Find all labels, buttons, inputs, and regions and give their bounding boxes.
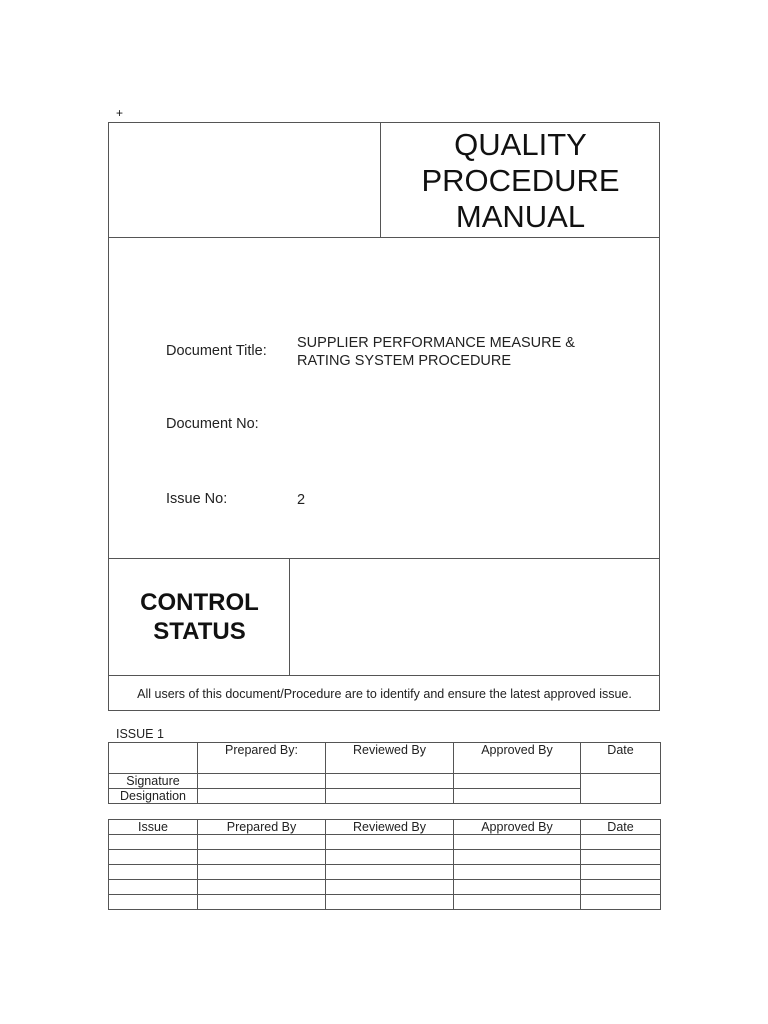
document-title-line-1: SUPPLIER PERFORMANCE MEASURE & <box>297 335 575 351</box>
document-title-line-2: RATING SYSTEM PROCEDURE <box>297 353 512 369</box>
history-date-header: Date <box>581 820 661 835</box>
history-cell <box>198 865 326 880</box>
issue-date-cell <box>581 774 661 804</box>
designation-reviewed-cell <box>326 789 454 804</box>
control-notice: All users of this document/Procedure are to identify and ensure the latest approved issue. <box>137 686 632 701</box>
control-line-2: STATUS <box>153 618 246 645</box>
issue-table-header-row <box>109 743 661 774</box>
history-issue-header: Issue <box>109 820 198 835</box>
control-status-heading <box>109 559 290 675</box>
history-rows <box>109 835 661 910</box>
history-cell <box>198 895 326 910</box>
history-cell <box>581 865 661 880</box>
history-header-row <box>109 820 661 835</box>
history-cell <box>109 850 198 865</box>
reviewed-by-header: Reviewed By <box>326 743 454 774</box>
history-row <box>109 865 661 880</box>
history-reviewed-header: Reviewed By <box>326 820 454 835</box>
document-title-value <box>297 334 575 370</box>
history-cell <box>326 850 454 865</box>
history-row <box>109 895 661 910</box>
document-title-label: Document Title: <box>166 343 267 359</box>
designation-approved-cell <box>454 789 581 804</box>
approved-by-header: Approved By <box>454 743 581 774</box>
history-cell <box>109 865 198 880</box>
control-line-1: CONTROL <box>140 589 259 616</box>
history-cell <box>109 880 198 895</box>
signature-label: Signature <box>109 774 198 789</box>
history-cell <box>198 835 326 850</box>
control-status-field <box>290 559 660 675</box>
issue-number-label: Issue No: <box>166 491 228 507</box>
plus-marker: + <box>116 106 124 120</box>
designation-row <box>109 789 661 804</box>
history-prepared-header: Prepared By <box>198 820 326 835</box>
history-cell <box>198 880 326 895</box>
logo-area <box>109 123 380 237</box>
title-line-1: QUALITY <box>454 126 587 162</box>
manual-title <box>381 123 660 238</box>
issue-number-value: 2 <box>297 492 306 508</box>
issue-table-label: ISSUE 1 <box>116 727 164 741</box>
history-cell <box>109 835 198 850</box>
issue-history-table <box>108 819 661 910</box>
issue-table-corner <box>109 743 198 774</box>
issue-approval-table <box>108 742 661 804</box>
history-cell <box>454 835 581 850</box>
history-row <box>109 880 661 895</box>
history-cell <box>581 835 661 850</box>
history-cell <box>581 895 661 910</box>
history-cell <box>454 850 581 865</box>
history-cell <box>454 865 581 880</box>
designation-prepared-cell <box>198 789 326 804</box>
history-cell <box>326 835 454 850</box>
history-cell <box>198 850 326 865</box>
history-cell <box>454 895 581 910</box>
history-cell <box>326 865 454 880</box>
date-header: Date <box>581 743 661 774</box>
prepared-by-header: Prepared By: <box>198 743 326 774</box>
history-cell <box>326 895 454 910</box>
signature-approved-cell <box>454 774 581 789</box>
history-cell <box>326 880 454 895</box>
history-row <box>109 850 661 865</box>
history-cell <box>109 895 198 910</box>
document-number-label: Document No: <box>166 416 259 432</box>
title-line-2: PROCEDURE <box>421 162 620 198</box>
signature-row <box>109 774 661 789</box>
signature-prepared-cell <box>198 774 326 789</box>
history-row <box>109 835 661 850</box>
designation-label: Designation <box>109 789 198 804</box>
history-cell <box>454 880 581 895</box>
signature-reviewed-cell <box>326 774 454 789</box>
title-line-3: MANUAL <box>455 198 586 234</box>
history-approved-header: Approved By <box>454 820 581 835</box>
history-cell <box>581 850 661 865</box>
history-cell <box>581 880 661 895</box>
